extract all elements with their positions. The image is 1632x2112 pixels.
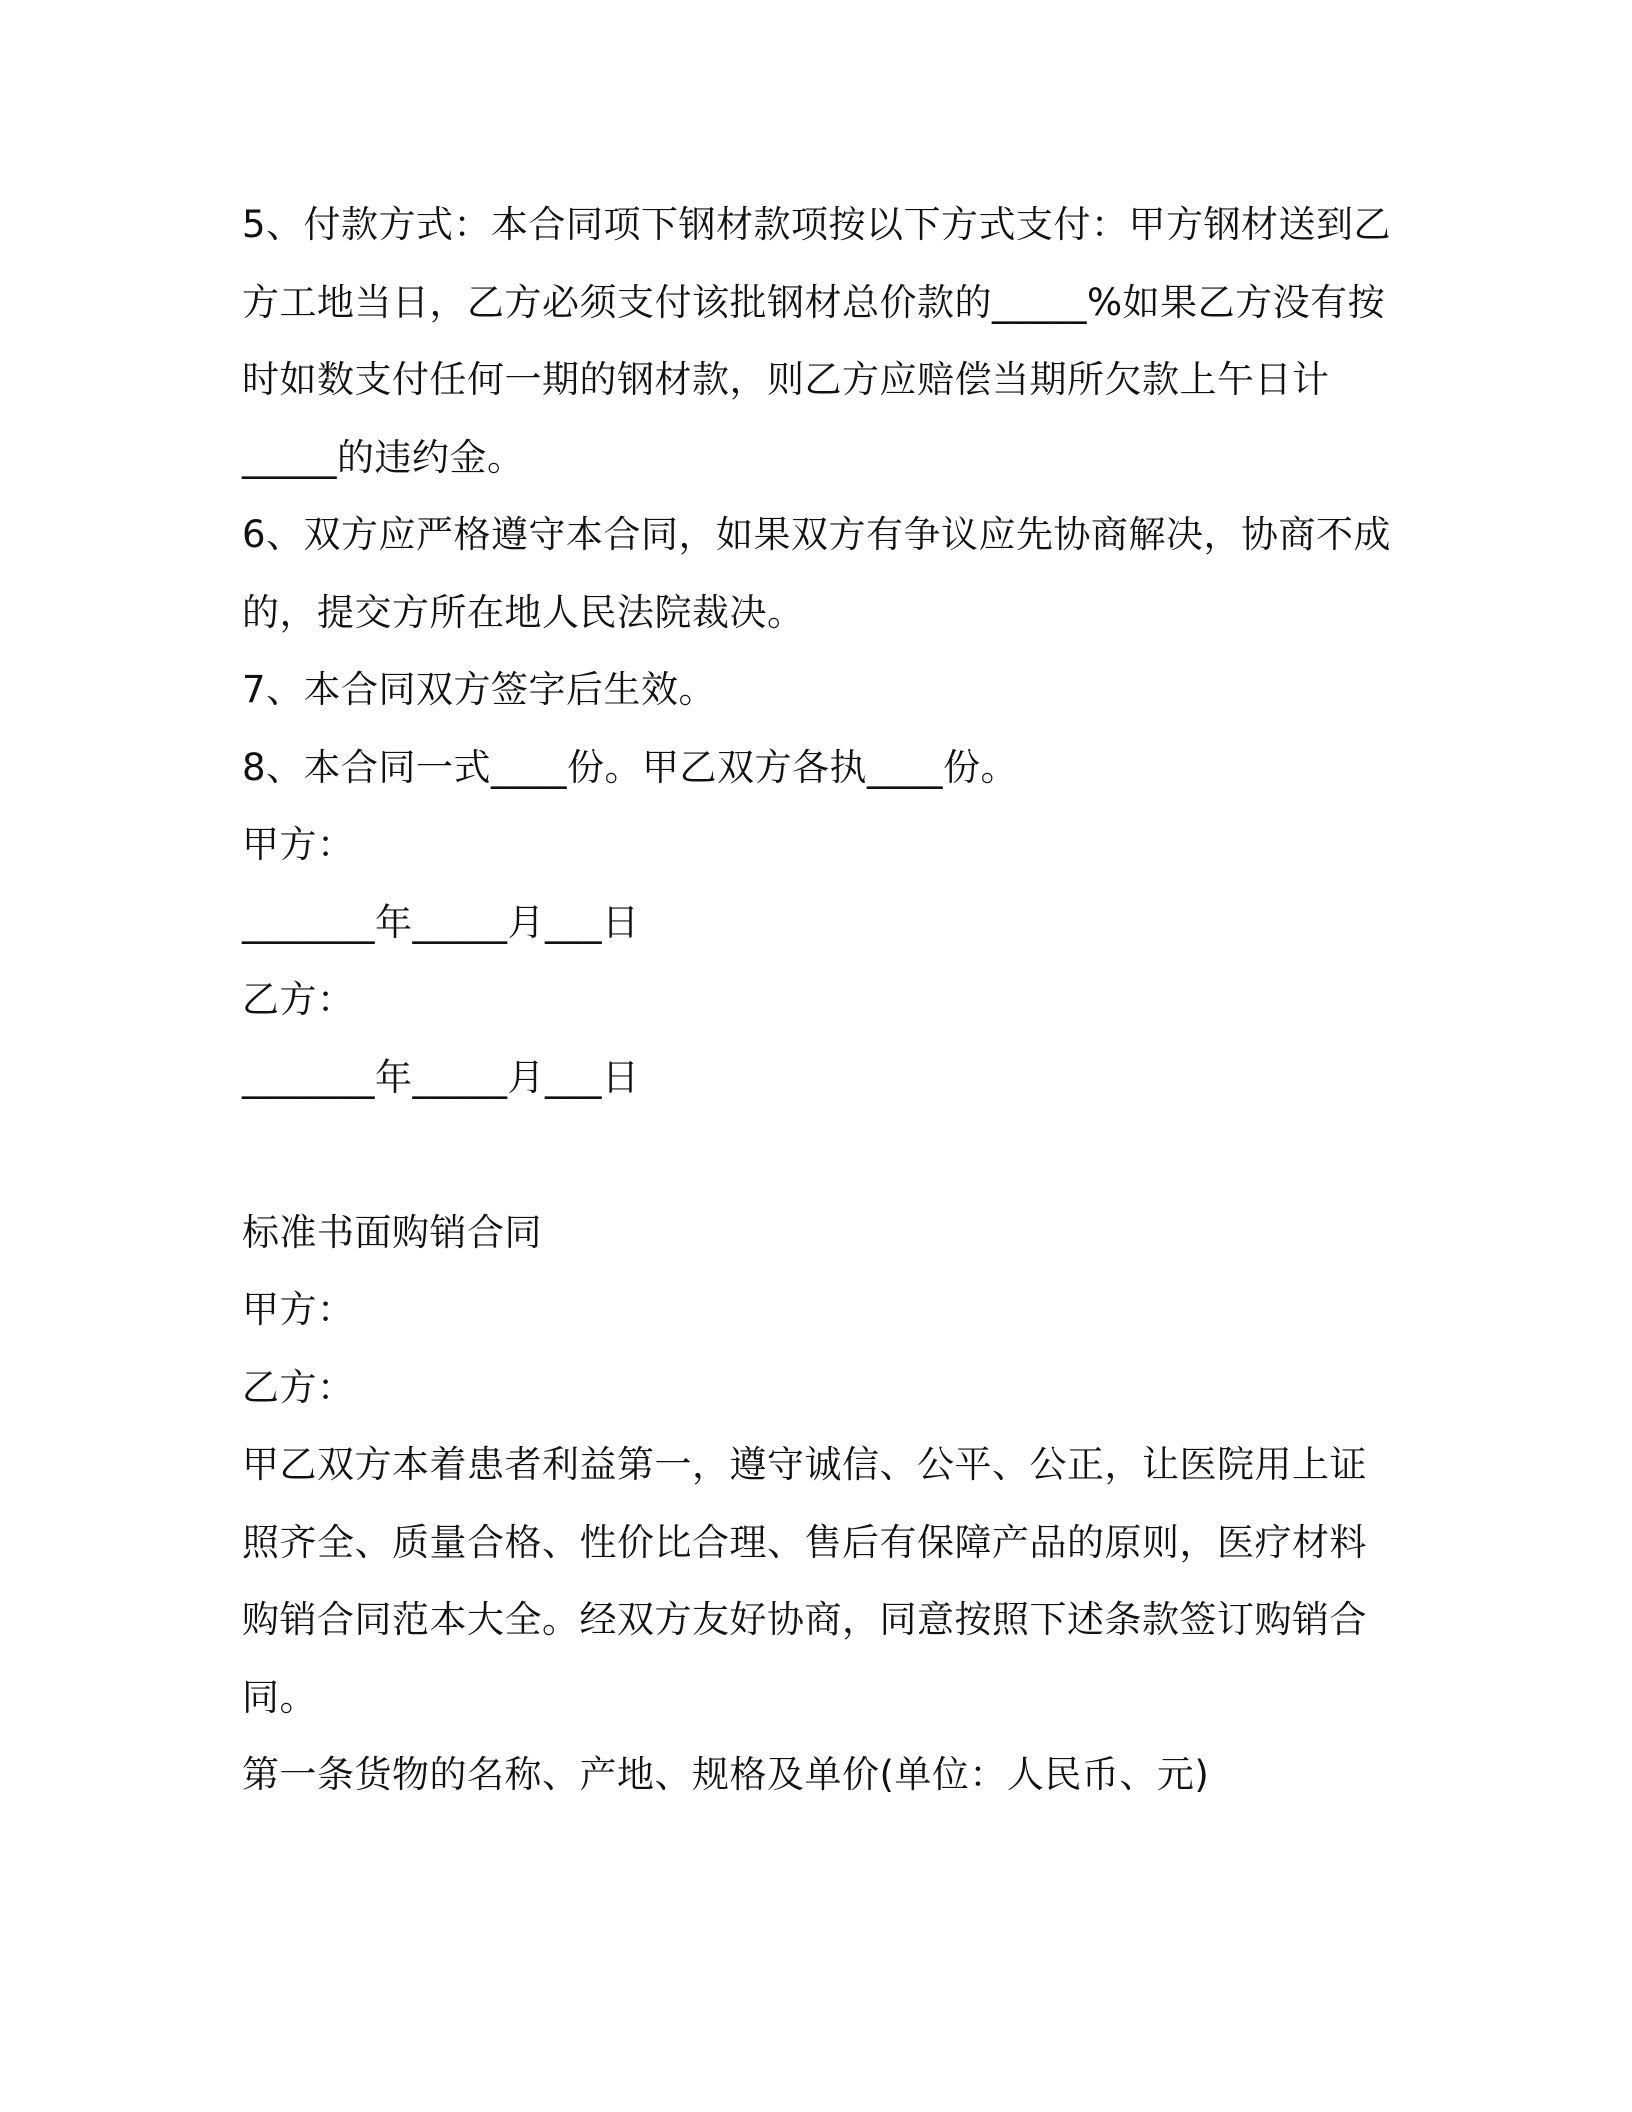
party-a-label-2: 甲方： <box>242 1288 355 1331</box>
party-a-date: _______年_____月___日 <box>242 900 640 944</box>
article-1-heading: 第一条货物的名称、产地、规格及单价(单位：人民币、元) <box>242 1753 1210 1796</box>
party-b-label-2: 乙方： <box>242 1365 355 1409</box>
clause-6-line-1: 6、双方应严格遵守本合同，如果双方有争议应先协商解决，协商不成 <box>242 513 1392 556</box>
clause-5-line-3: 时如数支付任何一期的钢材款，则乙方应赔偿当期所欠款上午日计 <box>242 358 1330 401</box>
clause-5-line-2: 方工地当日，乙方必须支付该批钢材总价款的_____%如果乙方没有按 <box>242 280 1386 324</box>
section-title: 标准书面购销合同 <box>242 1210 542 1254</box>
preamble-line-4: 同。 <box>242 1675 317 1719</box>
preamble-line-3: 购销合同范本大全。经双方友好协商，同意按照下述条款签订购销合 <box>242 1598 1367 1641</box>
preamble-line-1: 甲乙双方本着患者利益第一，遵守诚信、公平、公正，让医院用上证 <box>242 1443 1367 1486</box>
clause-6 <box>242 496 1392 651</box>
clause-7: 7、本合同双方签字后生效。 <box>242 668 717 711</box>
party-a-label: 甲方： <box>242 823 355 866</box>
preamble-line-2: 照齐全、质量合格、性价比合理、售后有保障产品的原则，医疗材料 <box>242 1520 1367 1564</box>
clause-5-line-4: _____的违约金。 <box>242 435 525 479</box>
clause-5 <box>242 186 1392 496</box>
clause-5-line-1: 5、付款方式：本合同项下钢材款项按以下方式支付：甲方钢材送到乙 <box>242 203 1392 246</box>
section-spacer <box>242 1116 1392 1194</box>
clause-6-line-2: 的，提交方所在地人民法院裁决。 <box>242 590 805 634</box>
clause-8: 8、本合同一式____份。甲乙双方各执____份。 <box>242 745 1019 789</box>
document-body <box>242 186 1392 1814</box>
party-b-date: _______年_____月___日 <box>242 1055 640 1099</box>
party-b-label: 乙方： <box>242 978 355 1021</box>
preamble <box>242 1426 1392 1736</box>
